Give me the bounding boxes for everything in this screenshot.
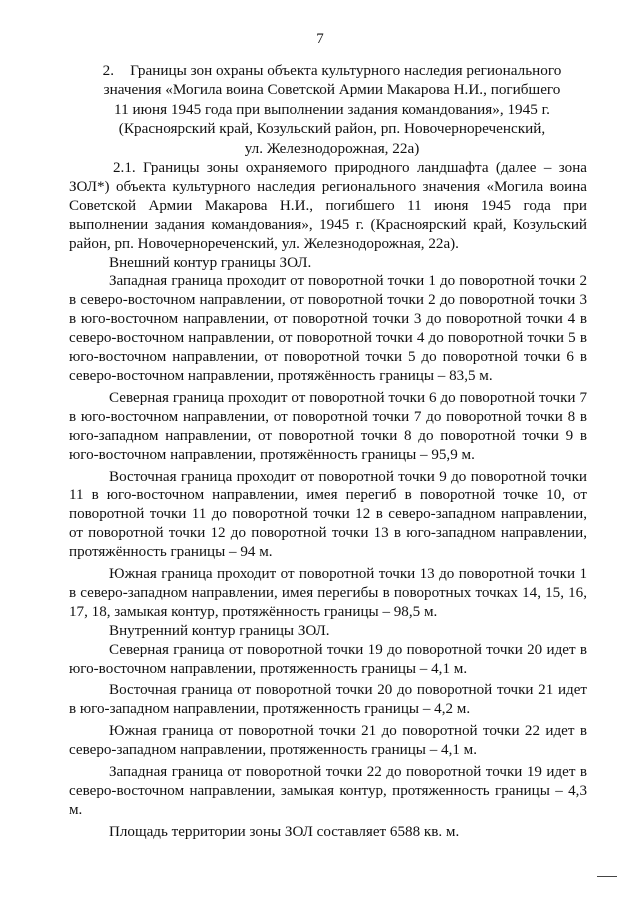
paragraph-inner-south: Южная граница от поворотной точки 21 до поворотной точки 22 идет в северо-западном направлении, протяженность границы – 4,1 м. [69,723,587,759]
subheading-outer-contour: Внешний контур границы ЗОЛ. [109,254,312,271]
section-number: 2. [102,62,115,79]
paragraph-inner-west: Западная граница от поворотной точки 22 до поворотной точки 19 идет в северо-восточном направлении, замыкая контур, протяженность границы – 4,3 м. [69,764,587,818]
heading-line-4: (Красноярский край, Козульский район, рп. Новочернореченский, [118,120,546,138]
paragraph-area: Площадь территории зоны ЗОЛ составляет 6588 кв. м. [109,823,460,840]
paragraph-outer-north: Северная граница проходит от поворотной точки 6 до поворотной точки 7 в юго-восточном направлении, от поворотной точки 7 до поворотной точки 8 в юго-западном направлении, от поворотной точки 8 до поворотной точки 9 в юго-восточном направлении, протяжённость границы – 95,9 м. [69,389,587,463]
document-body [69,159,587,842]
paragraph-outer-west: Западная граница проходит от поворотной точки 1 до поворотной точки 2 в северо-восточном направлении, от поворотной точки 2 до поворотной точки 3 в юго-восточном направлении, от поворотной точки 3 до поворотной точки 4 в северо-восточном направлении, от поворотной точки 4 до поворотной точки 5 в юго-восточном направлении, от поворотной точки 5 до поворотной точки 6 в северо-восточном направлении, протяжённость границы – 83,5 м. [69,273,587,384]
paragraph-inner-east: Восточная граница от поворотной точки 20 до поворотной точки 21 идет в юго-западном направлении, протяженность границы – 4,2 м. [69,682,587,718]
paragraph-inner-north: Северная граница от поворотной точки 19 до поворотной точки 20 идет в юго-восточном направлении, протяженность границы – 4,1 м. [69,641,587,677]
scan-dash-mark [597,876,617,877]
paragraph-outer-east: Восточная граница проходит от поворотной точки 9 до поворотной точки 11 в юго-восточном направлении, имея перегиб в поворотной точке 10, от поворотной точки 11 до поворотной точки 12 в северо-западном направлении, от поворотной точки 12 до поворотной точки 13 в юго-западном направлении, протяжённость границы – 94 м. [69,468,587,561]
paragraph-zone-definition: 2.1. Границы зоны охраняемого природного ландшафта (далее – зона ЗОЛ*) объекта культурного наследия регионального значения «Могила воина Советской Армии Макарова Н.И., погибшего 11 июня 1945 года при выполнении задания командования», 1945 г. (Красноярский край, Козульский район, рп. Новочернореченский, ул. Железнодорожная, 22а). [69,160,587,252]
heading-line-5: ул. Железнодорожная, 22а) [244,139,420,157]
paragraph-outer-south: Южная граница проходит от поворотной точки 13 до поворотной точки 1 в северо-западном направлении, имея перегибы в поворотных точках 14, 15, 16, 17, 18, замыкая контур, протяжённость границы – 98,5 м. [69,566,587,620]
heading-line-1: 2. Границы зон охраны объекта культурного наследия регионального [102,62,562,79]
subheading-inner-contour: Внутренний контур границы ЗОЛ. [109,622,330,639]
heading-line-2: значения «Могила воина Советской Армии Макарова Н.И., погибшего [103,81,561,99]
heading-line-3: 11 июня 1945 года при выполнении задания командования», 1945 г. [114,100,550,118]
page-number: 7 [316,31,324,47]
section-heading [90,61,574,158]
